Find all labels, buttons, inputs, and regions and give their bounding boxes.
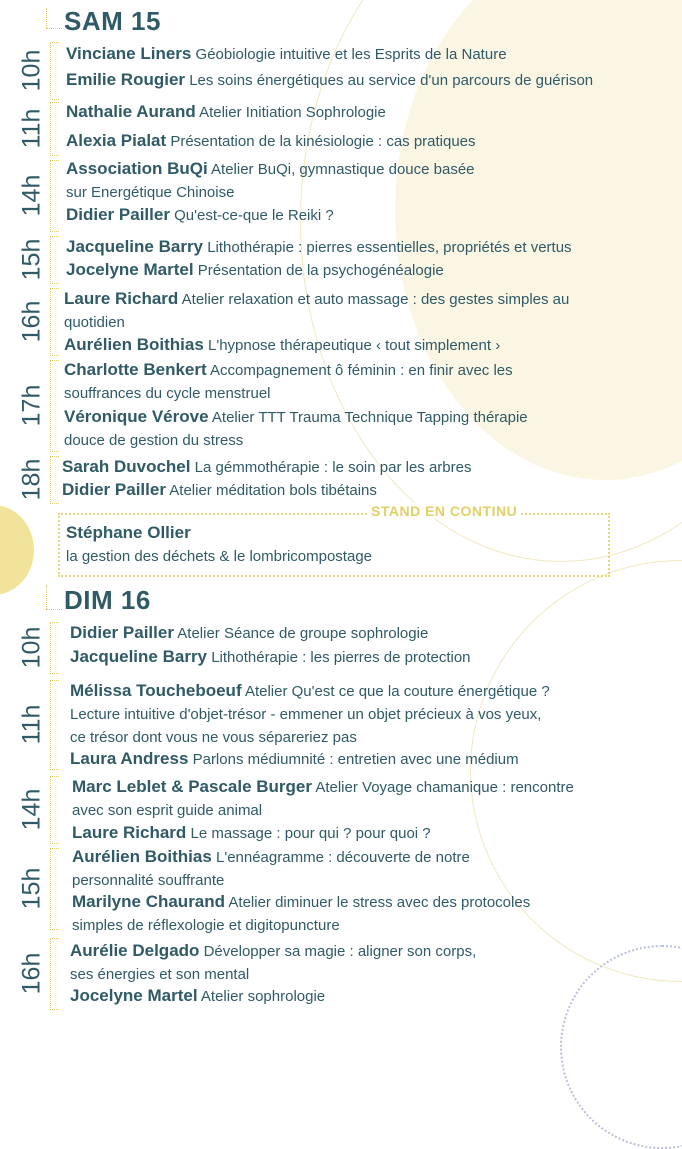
program-entry: Laure Richard Le massage : pour qui ? pour quoi ? [72, 823, 431, 842]
program-entry: Aurélie Delgado Développer sa magie : aligner son corps, ses énergies et son mental [70, 941, 477, 983]
program-entry: Laure Richard Atelier relaxation et auto massage : des gestes simples au quotidien [64, 289, 570, 331]
program-entry: Charlotte Benkert Accompagnement ô féminin : en finir avec les souffrances du cycle menstruel [64, 360, 513, 402]
hour-bracket [50, 236, 59, 284]
hour-bracket [50, 160, 59, 232]
hour-bracket [50, 42, 59, 100]
program-entry: Didier Pailler Atelier méditation bols tibétains [62, 480, 377, 499]
program-entry: Véronique Vérove Atelier TTT Trauma Technique Tapping thérapie douce de gestion du stress [64, 407, 528, 449]
program-entry: Alexia Pialat Présentation de la kinésiologie : cas pratiques [66, 131, 476, 150]
program-entry: Laura Andress Parlons médiumnité : entretien avec une médium [70, 749, 519, 768]
program-entry: Jacqueline Barry Lithothérapie : pierres essentielles, propriétés et vertus [66, 237, 572, 256]
hour-label: 11h [17, 108, 46, 148]
hour-label: 15h [17, 867, 46, 909]
program-entry: Jocelyne Martel Atelier sophrologie [70, 986, 326, 1005]
background-yellow-circle [0, 505, 34, 595]
day-title-sunday: DIM 16 [64, 585, 151, 615]
stand-entry: Stéphane Ollier la gestion des déchets & le lombricompostage [66, 523, 373, 565]
day-divider [46, 28, 62, 29]
hour-label: 10h [17, 49, 46, 91]
hour-label: 16h [17, 300, 46, 342]
hour-bracket [50, 622, 59, 674]
program-entry: Mélissa Toucheboeuf Atelier Qu'est ce que la couture énergétique ? Lecture intuitive d'objet-trésor - emmener un objet précieux à vos yeux, ce trésor dont vous ne vous sépareriez pas [70, 681, 550, 746]
hour-label: 17h [17, 384, 46, 426]
program-entry: Emilie Rougier Les soins énergétiques au service d'un parcours de guérison [66, 70, 594, 89]
hour-label: 16h [17, 952, 46, 994]
day-divider [46, 8, 47, 28]
hour-bracket [50, 938, 59, 1010]
hour-label: 14h [17, 788, 46, 830]
program-entry: Aurélien Boithias L'hypnose thérapeutique ‹ tout simplement › [64, 335, 501, 354]
hour-bracket [50, 288, 59, 356]
program-entry: Sarah Duvochel La gémmothérapie : le soin par les arbres [62, 457, 472, 476]
hour-label: 18h [17, 458, 46, 500]
stand-label: STAND EN CONTINU [368, 503, 520, 519]
program-entry: Marilyne Chaurand Atelier diminuer le stress avec des protocoles simples de réflexologie et digitopuncture [72, 892, 531, 934]
hour-label: 14h [17, 174, 46, 216]
program-entry: Association BuQi Atelier BuQi, gymnastique douce basée sur Energétique Chinoise [66, 159, 475, 201]
hour-bracket [50, 102, 59, 156]
hour-bracket [50, 456, 59, 504]
hour-label: 11h [17, 704, 46, 744]
day-divider [46, 585, 47, 609]
hour-bracket [50, 848, 59, 930]
day-title-saturday: SAM 15 [64, 6, 161, 36]
program-entry: Nathalie Aurand Atelier Initiation Sophrologie [66, 102, 386, 121]
program-entry: Didier Pailler Qu'est-ce-que le Reiki ? [66, 205, 334, 224]
hour-bracket [50, 680, 59, 770]
program-entry: Marc Leblet & Pascale Burger Atelier Voyage chamanique : rencontre avec son esprit guide animal [72, 777, 574, 819]
program-entry: Jacqueline Barry Lithothérapie : les pierres de protection [70, 647, 471, 666]
hour-label: 10h [17, 626, 46, 668]
program-entry: Aurélien Boithias L'ennéagramme : découverte de notre personnalité souffrante [72, 847, 470, 889]
hour-bracket [50, 776, 59, 844]
program-entry: Jocelyne Martel Présentation de la psychogénéalogie [66, 260, 444, 279]
program-entry: Vinciane Liners Géobiologie intuitive et les Esprits de la Nature [66, 44, 507, 63]
hour-bracket [50, 360, 59, 452]
hour-label: 15h [17, 238, 46, 280]
program-entry: Didier Pailler Atelier Séance de groupe sophrologie [70, 623, 429, 642]
day-divider [46, 609, 62, 610]
background-dotted-circle [560, 945, 682, 1149]
